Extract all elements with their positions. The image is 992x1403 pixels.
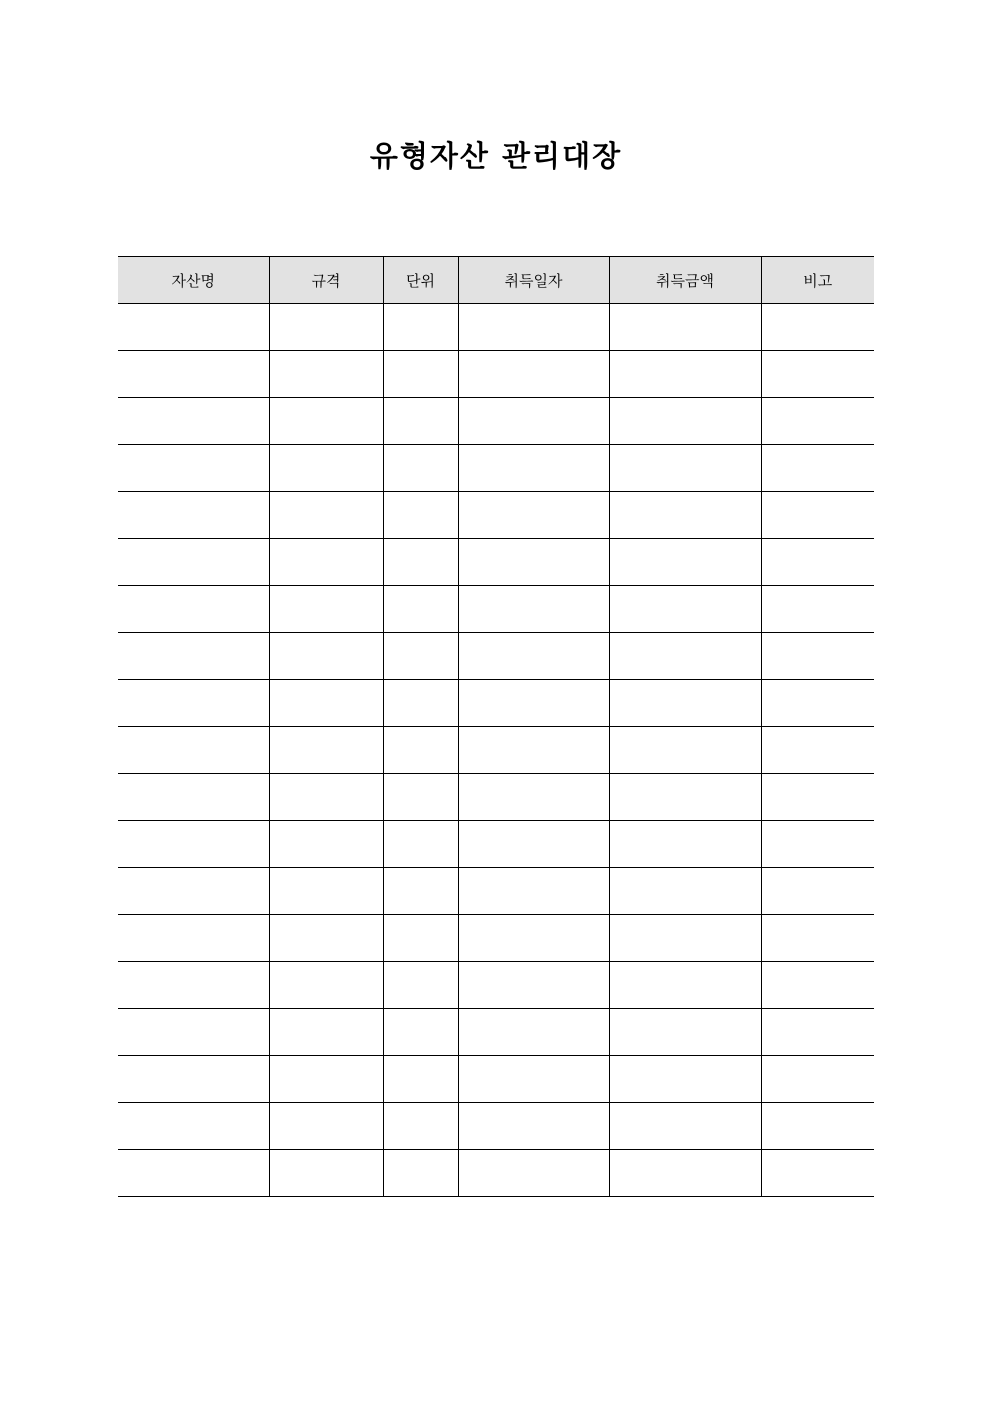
cell-unit[interactable] [383,539,458,586]
cell-specification[interactable] [269,1056,383,1103]
cell-specification[interactable] [269,962,383,1009]
cell-acquisition-amount[interactable] [609,774,761,821]
table-row [118,445,874,492]
cell-unit[interactable] [383,351,458,398]
cell-asset-name[interactable] [118,915,269,962]
cell-asset-name[interactable] [118,774,269,821]
table-row [118,868,874,915]
cell-remarks[interactable] [761,774,874,821]
cell-acquisition-amount[interactable] [609,586,761,633]
asset-ledger-table [118,256,874,1197]
cell-asset-name[interactable] [118,492,269,539]
cell-unit[interactable] [383,1009,458,1056]
cell-unit[interactable] [383,962,458,1009]
cell-remarks[interactable] [761,304,874,351]
table-body [118,304,874,1197]
table-row [118,915,874,962]
cell-asset-name[interactable] [118,1009,269,1056]
cell-acquisition-amount[interactable] [609,1150,761,1197]
cell-unit[interactable] [383,774,458,821]
table-row [118,304,874,351]
cell-specification[interactable] [269,586,383,633]
cell-remarks[interactable] [761,633,874,680]
cell-acquisition-amount[interactable] [609,1103,761,1150]
table-row [118,351,874,398]
cell-specification[interactable] [269,774,383,821]
cell-unit[interactable] [383,1103,458,1150]
cell-acquisition-amount[interactable] [609,680,761,727]
cell-acquisition-amount[interactable] [609,445,761,492]
cell-unit[interactable] [383,633,458,680]
cell-specification[interactable] [269,351,383,398]
table-row [118,633,874,680]
table-row [118,586,874,633]
cell-asset-name[interactable] [118,398,269,445]
cell-specification[interactable] [269,727,383,774]
cell-acquisition-amount[interactable] [609,821,761,868]
cell-unit[interactable] [383,586,458,633]
cell-asset-name[interactable] [118,868,269,915]
cell-asset-name[interactable] [118,304,269,351]
header-unit: 단위 [383,257,458,304]
table-row [118,398,874,445]
cell-remarks[interactable] [761,1103,874,1150]
cell-acquisition-amount[interactable] [609,962,761,1009]
header-acquisition-date: 취득일자 [458,257,609,304]
cell-unit[interactable] [383,492,458,539]
cell-unit[interactable] [383,821,458,868]
cell-asset-name[interactable] [118,1150,269,1197]
cell-remarks[interactable] [761,727,874,774]
cell-specification[interactable] [269,915,383,962]
cell-remarks[interactable] [761,539,874,586]
cell-specification[interactable] [269,492,383,539]
table-row [118,1009,874,1056]
cell-asset-name[interactable] [118,821,269,868]
cell-remarks[interactable] [761,868,874,915]
cell-remarks[interactable] [761,821,874,868]
cell-remarks[interactable] [761,492,874,539]
cell-acquisition-date[interactable] [458,1056,609,1103]
table-row [118,1103,874,1150]
cell-acquisition-date[interactable] [458,821,609,868]
cell-unit[interactable] [383,304,458,351]
cell-asset-name[interactable] [118,586,269,633]
cell-specification[interactable] [269,1009,383,1056]
header-acquisition-amount: 취득금액 [609,257,761,304]
cell-asset-name[interactable] [118,1103,269,1150]
table-row [118,680,874,727]
header-specification: 규격 [269,257,383,304]
cell-acquisition-date[interactable] [458,680,609,727]
cell-specification[interactable] [269,398,383,445]
cell-acquisition-amount[interactable] [609,915,761,962]
cell-remarks[interactable] [761,962,874,1009]
table-row [118,774,874,821]
cell-unit[interactable] [383,1056,458,1103]
cell-acquisition-date[interactable] [458,633,609,680]
cell-acquisition-date[interactable] [458,1103,609,1150]
cell-specification[interactable] [269,821,383,868]
cell-acquisition-amount[interactable] [609,304,761,351]
cell-specification[interactable] [269,445,383,492]
cell-acquisition-date[interactable] [458,445,609,492]
cell-acquisition-amount[interactable] [609,868,761,915]
cell-acquisition-amount[interactable] [609,1056,761,1103]
cell-asset-name[interactable] [118,962,269,1009]
table-row [118,1150,874,1197]
table-row [118,539,874,586]
cell-asset-name[interactable] [118,633,269,680]
cell-remarks[interactable] [761,351,874,398]
cell-asset-name[interactable] [118,680,269,727]
cell-acquisition-date[interactable] [458,586,609,633]
cell-acquisition-date[interactable] [458,398,609,445]
cell-specification[interactable] [269,680,383,727]
cell-unit[interactable] [383,398,458,445]
cell-asset-name[interactable] [118,445,269,492]
cell-acquisition-date[interactable] [458,774,609,821]
cell-acquisition-amount[interactable] [609,633,761,680]
cell-acquisition-date[interactable] [458,1150,609,1197]
cell-acquisition-date[interactable] [458,962,609,1009]
cell-unit[interactable] [383,868,458,915]
cell-unit[interactable] [383,680,458,727]
header-remarks: 비고 [761,257,874,304]
cell-acquisition-amount[interactable] [609,1009,761,1056]
cell-unit[interactable] [383,727,458,774]
cell-acquisition-date[interactable] [458,539,609,586]
cell-unit[interactable] [383,445,458,492]
cell-specification[interactable] [269,1103,383,1150]
cell-unit[interactable] [383,915,458,962]
cell-unit[interactable] [383,1150,458,1197]
cell-acquisition-amount[interactable] [609,492,761,539]
cell-specification[interactable] [269,633,383,680]
cell-acquisition-amount[interactable] [609,539,761,586]
cell-remarks[interactable] [761,680,874,727]
table-row [118,492,874,539]
cell-remarks[interactable] [761,1009,874,1056]
cell-asset-name[interactable] [118,351,269,398]
cell-acquisition-date[interactable] [458,727,609,774]
cell-asset-name[interactable] [118,727,269,774]
header-asset-name: 자산명 [118,257,269,304]
cell-remarks[interactable] [761,586,874,633]
cell-specification[interactable] [269,539,383,586]
table-row [118,821,874,868]
table-row [118,962,874,1009]
cell-remarks[interactable] [761,1056,874,1103]
cell-asset-name[interactable] [118,539,269,586]
table-header-row [118,257,874,304]
cell-acquisition-date[interactable] [458,492,609,539]
cell-specification[interactable] [269,1150,383,1197]
cell-acquisition-date[interactable] [458,915,609,962]
table-row [118,1056,874,1103]
cell-remarks[interactable] [761,1150,874,1197]
cell-specification[interactable] [269,868,383,915]
cell-acquisition-date[interactable] [458,351,609,398]
page-title: 유형자산 관리대장 [369,139,623,173]
cell-acquisition-date[interactable] [458,1009,609,1056]
cell-acquisition-amount[interactable] [609,727,761,774]
table-row [118,727,874,774]
cell-asset-name[interactable] [118,1056,269,1103]
cell-acquisition-amount[interactable] [609,351,761,398]
cell-remarks[interactable] [761,915,874,962]
cell-remarks[interactable] [761,445,874,492]
cell-acquisition-date[interactable] [458,304,609,351]
cell-acquisition-date[interactable] [458,868,609,915]
cell-acquisition-amount[interactable] [609,398,761,445]
cell-specification[interactable] [269,304,383,351]
cell-remarks[interactable] [761,398,874,445]
